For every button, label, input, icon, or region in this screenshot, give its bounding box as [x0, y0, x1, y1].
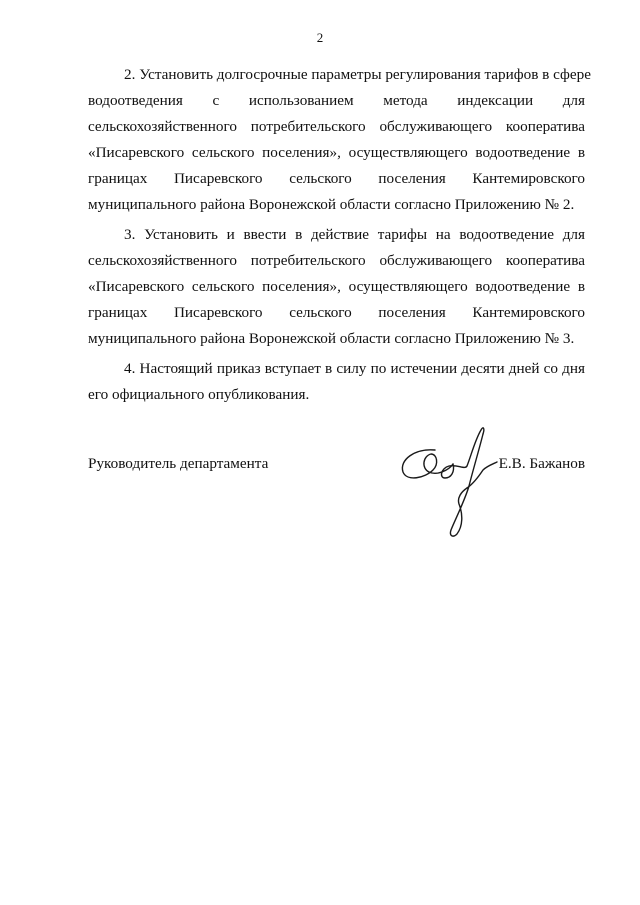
paragraph-line: его официального опубликования. [88, 386, 310, 403]
paragraph-line: сельскохозяйственного потребительского обслуживающего кооператива [88, 252, 585, 269]
paragraph-line: 2. Установить долгосрочные параметры регулирования тарифов в сфере [124, 66, 591, 83]
paragraph-line: муниципального района Воронежской области согласно Приложению № 3. [88, 330, 575, 347]
paragraph-line: 3. Установить и ввести в действие тарифы на водоотведение для [124, 226, 585, 243]
paragraph-line: водоотведения с использованием метода индексации для [88, 92, 585, 109]
signatory-name: Е.В. Бажанов [498, 455, 585, 472]
paragraph-2 [88, 62, 591, 218]
paragraph-line: 4. Настоящий приказ вступает в силу по истечении десяти дней со дня [124, 360, 585, 377]
paragraph-line: сельскохозяйственного потребительского обслуживающего кооператива [88, 118, 585, 135]
paragraph-line: границах Писаревского сельского поселения Кантемировского [88, 304, 585, 321]
paragraph-line: муниципального района Воронежской области согласно Приложению № 2. [88, 196, 575, 213]
paragraph-line: «Писаревского сельского поселения», осуществляющего водоотведение в [88, 278, 585, 295]
handwritten-signature [395, 420, 505, 548]
paragraph-line: границах Писаревского сельского поселения Кантемировского [88, 170, 585, 187]
paragraph-line: «Писаревского сельского поселения», осуществляющего водоотведение в [88, 144, 585, 161]
signatory-title: Руководитель департамента [88, 455, 269, 472]
page-number: 2 [316, 30, 324, 45]
paragraph-4 [88, 356, 585, 408]
paragraph-3 [88, 222, 585, 352]
document-body [88, 62, 591, 408]
